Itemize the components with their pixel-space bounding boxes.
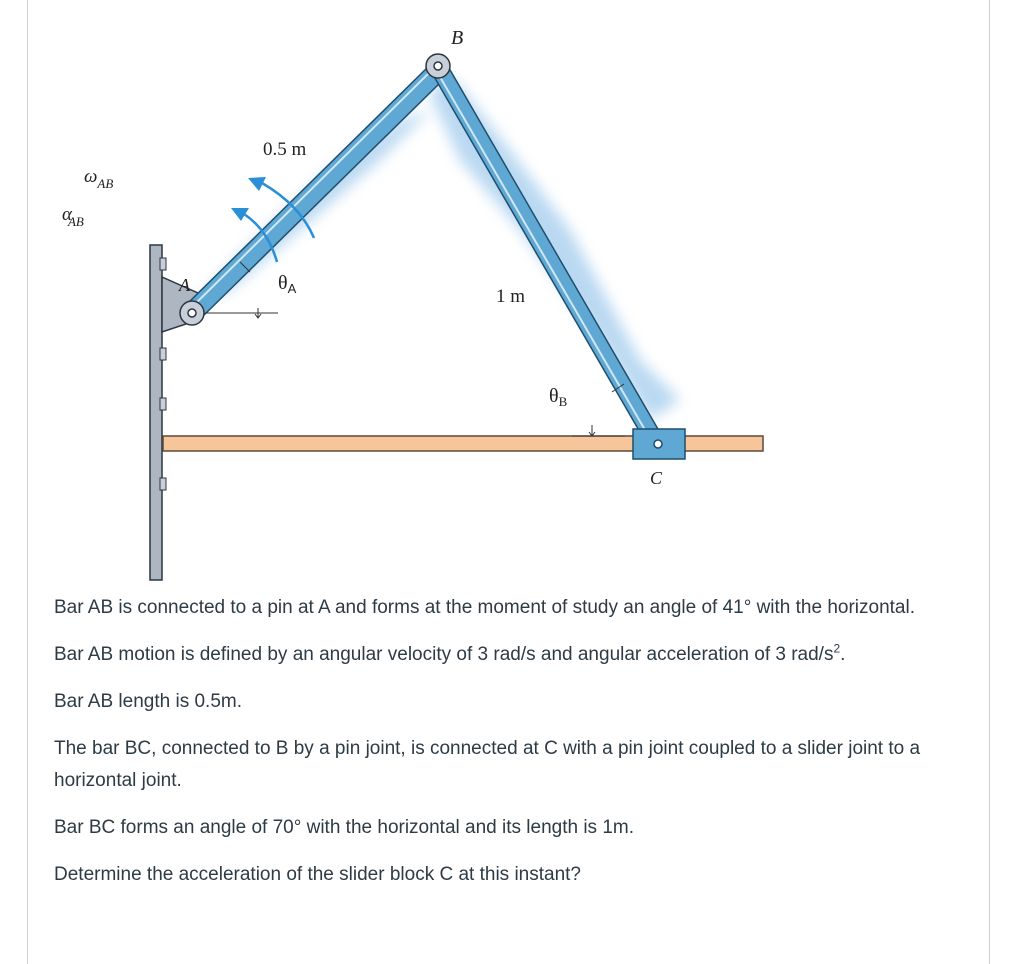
bar-bc-highlight [436,70,652,442]
problem-paragraph-2 [54,639,974,671]
problem-paragraph-2-superscript: 2 [833,641,841,656]
problem-paragraph-2-text: Bar AB motion is defined by an angular velocity of 3 rad/s and angular acceleration of 3 rad/s [54,644,834,665]
label-omega-ab: $\omega_{AB}$ [84,166,114,191]
label-alpha-ab: αAB [62,204,84,229]
bar-bc [432,63,662,446]
label-point-a: A [179,275,190,295]
problem-question: Determine the acceleration of the slider block C at this instant? [54,864,581,885]
label-theta-b: $\theta_B$ [549,385,568,409]
pin-a [180,301,204,325]
theta-b-tick [589,425,595,436]
problem-statement [54,592,974,906]
bar-ab-highlight [189,68,434,310]
problem-paragraph-3: Bar AB length is 0.5m. [54,691,242,712]
problem-paragraph-4: The bar BC, connected to B by a pin joint, is connected at C with a pin joint coupled to a slider joint to a horizontal joint. [54,738,921,791]
pin-c [654,440,662,448]
problem-paragraph-5: Bar BC forms an angle of 70° with the horizontal and its length is 1m. [54,817,635,838]
label-length-bc: 1 m [496,286,526,307]
label-theta-a: $\theta_A$ [278,272,297,296]
label-point-c: C [650,468,663,488]
pin-b [426,54,450,78]
problem-paragraph-1: Bar AB is connected to a pin at A and forms at the moment of study an angle of 41° with the horizontal. [54,597,916,618]
label-length-ab: 0.5 m [263,139,307,160]
label-point-b: B [451,27,464,49]
bar-ab [185,64,445,320]
problem-paragraph-2-end: . [840,644,846,665]
